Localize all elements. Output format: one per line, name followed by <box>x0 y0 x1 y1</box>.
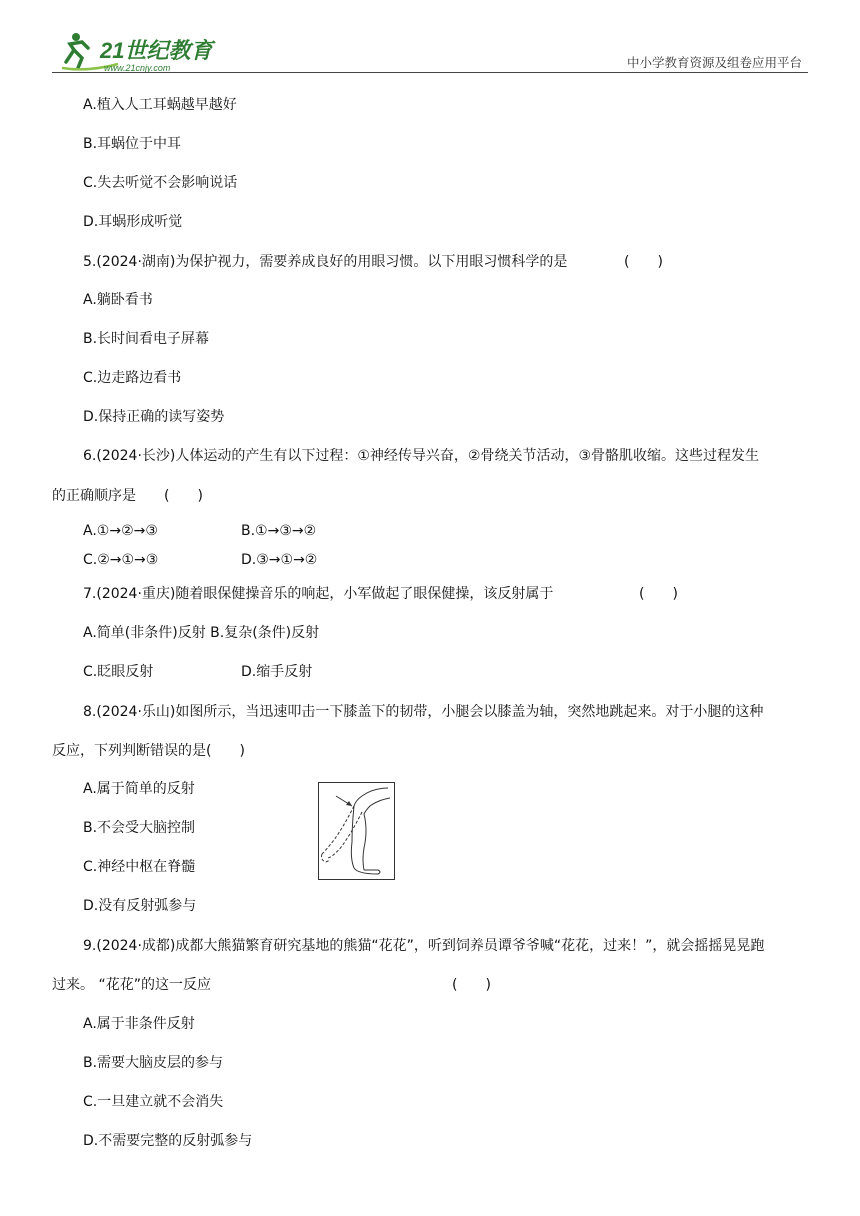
q4-option-d: D.耳蜗形成听觉 <box>83 214 183 230</box>
q8-option-c: C.神经中枢在脊髓 <box>83 859 196 875</box>
q9-stem-line2: 过来。 “花花”的这一反应 <box>52 977 211 993</box>
q5-option-a: A.躺卧看书 <box>83 292 153 308</box>
q7-option-c: C.眨眼反射 <box>83 664 154 680</box>
knee-reflex-figure <box>318 782 395 880</box>
q6-option-c: C.②→①→③ <box>83 552 159 568</box>
q4-option-a: A.植入人工耳蜗越早越好 <box>83 97 237 113</box>
q9-option-d: D.不需要完整的反射弧参与 <box>83 1133 253 1149</box>
q8-option-b: B.不会受大脑控制 <box>83 820 196 836</box>
q4-option-b: B.耳蜗位于中耳 <box>83 136 182 152</box>
logo-main-text: 21世纪教育 <box>100 38 213 63</box>
q8-stem-line1: 8.(2024·乐山)如图所示，当迅速叩击一下膝盖下的韧带，小腿会以膝盖为轴，突然地跳起来。对于小腿的这种 <box>83 704 764 720</box>
q9-option-c: C.一旦建立就不会消失 <box>83 1094 224 1110</box>
q6-option-b: B.①→③→② <box>241 523 317 539</box>
q6-option-a: A.①→②→③ <box>83 523 158 539</box>
q6-stem-line1: 6.(2024·长沙)人体运动的产生有以下过程：①神经传导兴奋，②骨绕关节活动，③骨骼肌收缩。这些过程发生 <box>83 448 760 464</box>
q9-option-a: A.属于非条件反射 <box>83 1016 195 1032</box>
q5-answer-paren: ( ) <box>624 254 663 270</box>
q6-stem-line2: 的正确顺序是 <box>52 488 136 504</box>
q6-answer-paren: ( ) <box>164 488 203 504</box>
q8-stem-line2: 反应，下列判断错误的是( ) <box>52 743 245 759</box>
q7-answer-paren: ( ) <box>639 586 678 602</box>
q7-options-ab: A.简单(非条件)反射 B.复杂(条件)反射 <box>83 625 320 641</box>
logo-url-text: www.21cnjy.com <box>104 63 171 73</box>
q7-stem: 7.(2024·重庆)随着眼保健操音乐的响起，小军做起了眼保健操，该反射属于 <box>83 586 554 602</box>
platform-title: 中小学教育资源及组卷应用平台 <box>626 55 802 70</box>
q9-stem-line1: 9.(2024·成都)成都大熊猫繁育研究基地的熊猫“花花”，听到饲养员谭爷爷喊“花花，过来！”，就会摇摇晃晃跑 <box>83 938 765 954</box>
q6-option-d: D.③→①→② <box>241 552 318 568</box>
q5-option-d: D.保持正确的读写姿势 <box>83 409 225 425</box>
q5-option-c: C.边走路边看书 <box>83 370 182 386</box>
q5-stem: 5.(2024·湖南)为保护视力，需要养成良好的用眼习惯。以下用眼习惯科学的是 <box>83 254 568 270</box>
q9-answer-paren: ( ) <box>452 977 491 993</box>
q4-option-c: C.失去听觉不会影响说话 <box>83 175 238 191</box>
site-logo <box>58 28 238 74</box>
q8-option-d: D.没有反射弧参与 <box>83 898 197 914</box>
q5-option-b: B.长时间看电子屏幕 <box>83 331 210 347</box>
q9-option-b: B.需要大脑皮层的参与 <box>83 1055 224 1071</box>
q8-option-a: A.属于简单的反射 <box>83 781 195 797</box>
header-divider <box>52 72 808 73</box>
q7-option-d: D.缩手反射 <box>241 664 313 680</box>
